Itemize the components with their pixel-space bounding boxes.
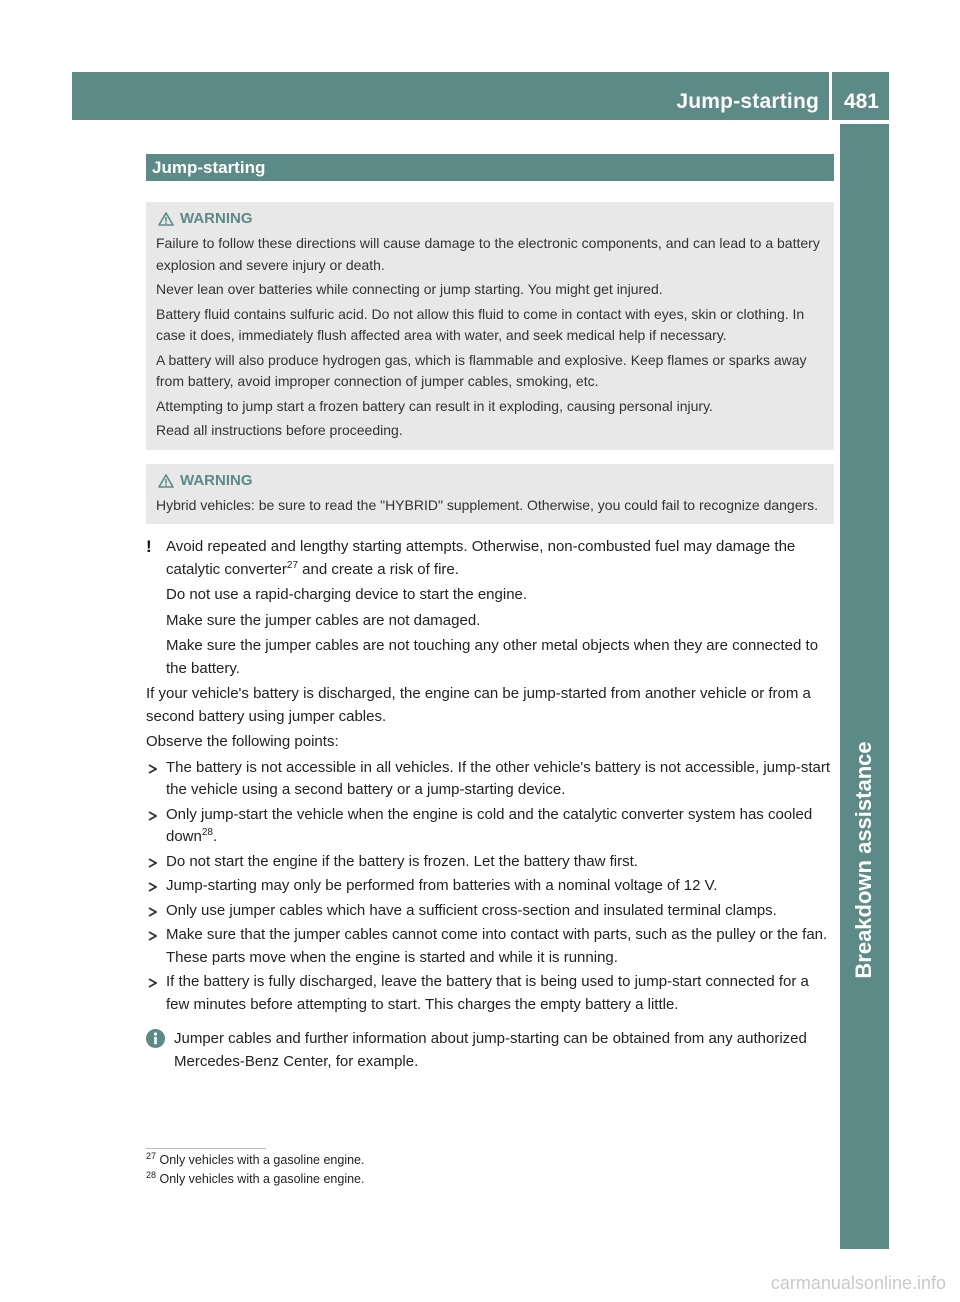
info-note [146, 1028, 834, 1073]
arrow-right-icon [148, 858, 157, 868]
caution-note [146, 536, 834, 680]
list-item [146, 804, 834, 849]
header-separator [829, 72, 832, 120]
footnote-number: 28 [146, 1169, 157, 1180]
intro-paragraph: If your vehicle's battery is discharged, the engine can be jump-started from another vehicle or from a second battery using jumper cables. [146, 685, 811, 725]
arrow-right-icon [148, 882, 157, 892]
warning-text: Hybrid vehicles: be sure to read the "HYBRID" supplement. Otherwise, you could fail to recognize dangers. [156, 496, 819, 513]
list-item-text: Do not start the engine if the battery is frozen. Let the battery thaw first. [166, 852, 638, 870]
warning-box-hybrid [146, 464, 834, 525]
warning-text: Read all instructions before proceeding. [156, 422, 403, 438]
warning-text: Battery fluid contains sulfuric acid. Do not allow this fluid to come in contact with eyes, skin or clothing. In case it does, immediately flush affected area with water, and seek medical help if necessary. [156, 305, 805, 343]
list-item [146, 924, 834, 969]
footnotes [146, 1148, 364, 1189]
arrow-right-icon [148, 764, 157, 774]
list-item-text: If the battery is fully discharged, leave the battery that is being used to jump-start connected for a few minutes before attempting to start. This charges the empty battery a little. [166, 973, 809, 1013]
info-icon [146, 1029, 165, 1048]
warning-box [146, 202, 834, 450]
footnote [146, 1170, 364, 1189]
list-item [146, 851, 834, 874]
list-item [146, 875, 834, 898]
header-title: Jump-starting [676, 90, 819, 113]
footnote-ref: 27 [286, 559, 299, 571]
arrow-right-icon [148, 931, 157, 941]
page-number: 481 [843, 90, 879, 113]
warning-heading [156, 470, 824, 492]
note-text-part: and create a risk of fire. [298, 560, 459, 578]
arrow-right-icon [148, 978, 157, 988]
warning-heading [156, 208, 824, 230]
warning-triangle-icon [158, 212, 174, 226]
note-text: Do not use a rapid-charging device to start the engine. [166, 586, 528, 603]
warning-triangle-icon [158, 474, 174, 488]
info-text: Jumper cables and further information about jump-starting can be obtained from any authorized Mercedes-Benz Center, for example. [174, 1030, 807, 1070]
list-item [146, 971, 834, 1016]
instruction-list [146, 757, 834, 1017]
side-tab-label: Breakdown assistance [851, 741, 876, 979]
side-tab [840, 124, 889, 1249]
list-item-text: Only jump-start the vehicle when the engine is cold and the catalytic converter system has cooled down [166, 805, 813, 845]
footnote-text: Only vehicles with a gasoline engine. [159, 1172, 365, 1186]
list-item-text: Only use jumper cables which have a sufficient cross-section and insulated terminal clamps. [166, 901, 777, 919]
list-item [146, 757, 834, 802]
note-text: Make sure the jumper cables are not touching any other metal objects when they are connected to the battery. [166, 637, 819, 677]
warning-label: WARNING [180, 471, 253, 489]
footnote [146, 1151, 364, 1170]
side-tab-marker [848, 1175, 889, 1247]
note-text-part: Avoid repeated and lengthy starting attempts. Otherwise, non-combusted fuel may damage the catalytic converter [166, 538, 796, 578]
list-item-text: Jump-starting may only be performed from batteries with a nominal voltage of 12 V. [166, 877, 718, 894]
page-content [146, 154, 834, 1073]
footnote-divider [146, 1148, 266, 1149]
arrow-right-icon [148, 811, 157, 821]
page-header-bar [72, 72, 889, 120]
arrow-right-icon [148, 907, 157, 917]
list-item [146, 900, 834, 923]
section-title: Jump-starting [146, 154, 834, 181]
list-item-text: The battery is not accessible in all vehicles. If the other vehicle's battery is not accessible, jump-start the vehicle using a second battery or a jump-starting device. [166, 758, 830, 798]
warning-text: Failure to follow these directions will cause damage to the electronic components, and can lead to a battery explosion and severe injury or death. [156, 235, 820, 273]
note-text [166, 536, 834, 581]
observe-heading: Observe the following points: [146, 733, 339, 750]
list-item-text: . [212, 828, 218, 845]
warning-text: Never lean over batteries while connecting or jump starting. You might get injured. [156, 281, 663, 297]
footnote-ref: 28 [201, 827, 213, 838]
warning-text: Attempting to jump start a frozen battery can result in it exploding, causing personal injury. [156, 397, 713, 414]
warning-label: WARNING [180, 210, 253, 227]
note-text: Make sure the jumper cables are not damaged. [166, 611, 481, 629]
exclamation-icon: ! [146, 537, 152, 556]
warning-text: A battery will also produce hydrogen gas, which is flammable and explosive. Keep flames or sparks away from battery, avoid improper connection of jumper cables, smoking, etc. [156, 351, 807, 389]
list-item-text: Make sure that the jumper cables cannot come into contact with parts, such as the pulley or the fan. These parts move when the engine is started and while it is running. [166, 926, 828, 966]
watermark: carmanualsonline.info [770, 1273, 946, 1293]
footnote-text: Only vehicles with a gasoline engine. [159, 1153, 365, 1167]
footnote-number: 27 [146, 1150, 157, 1161]
